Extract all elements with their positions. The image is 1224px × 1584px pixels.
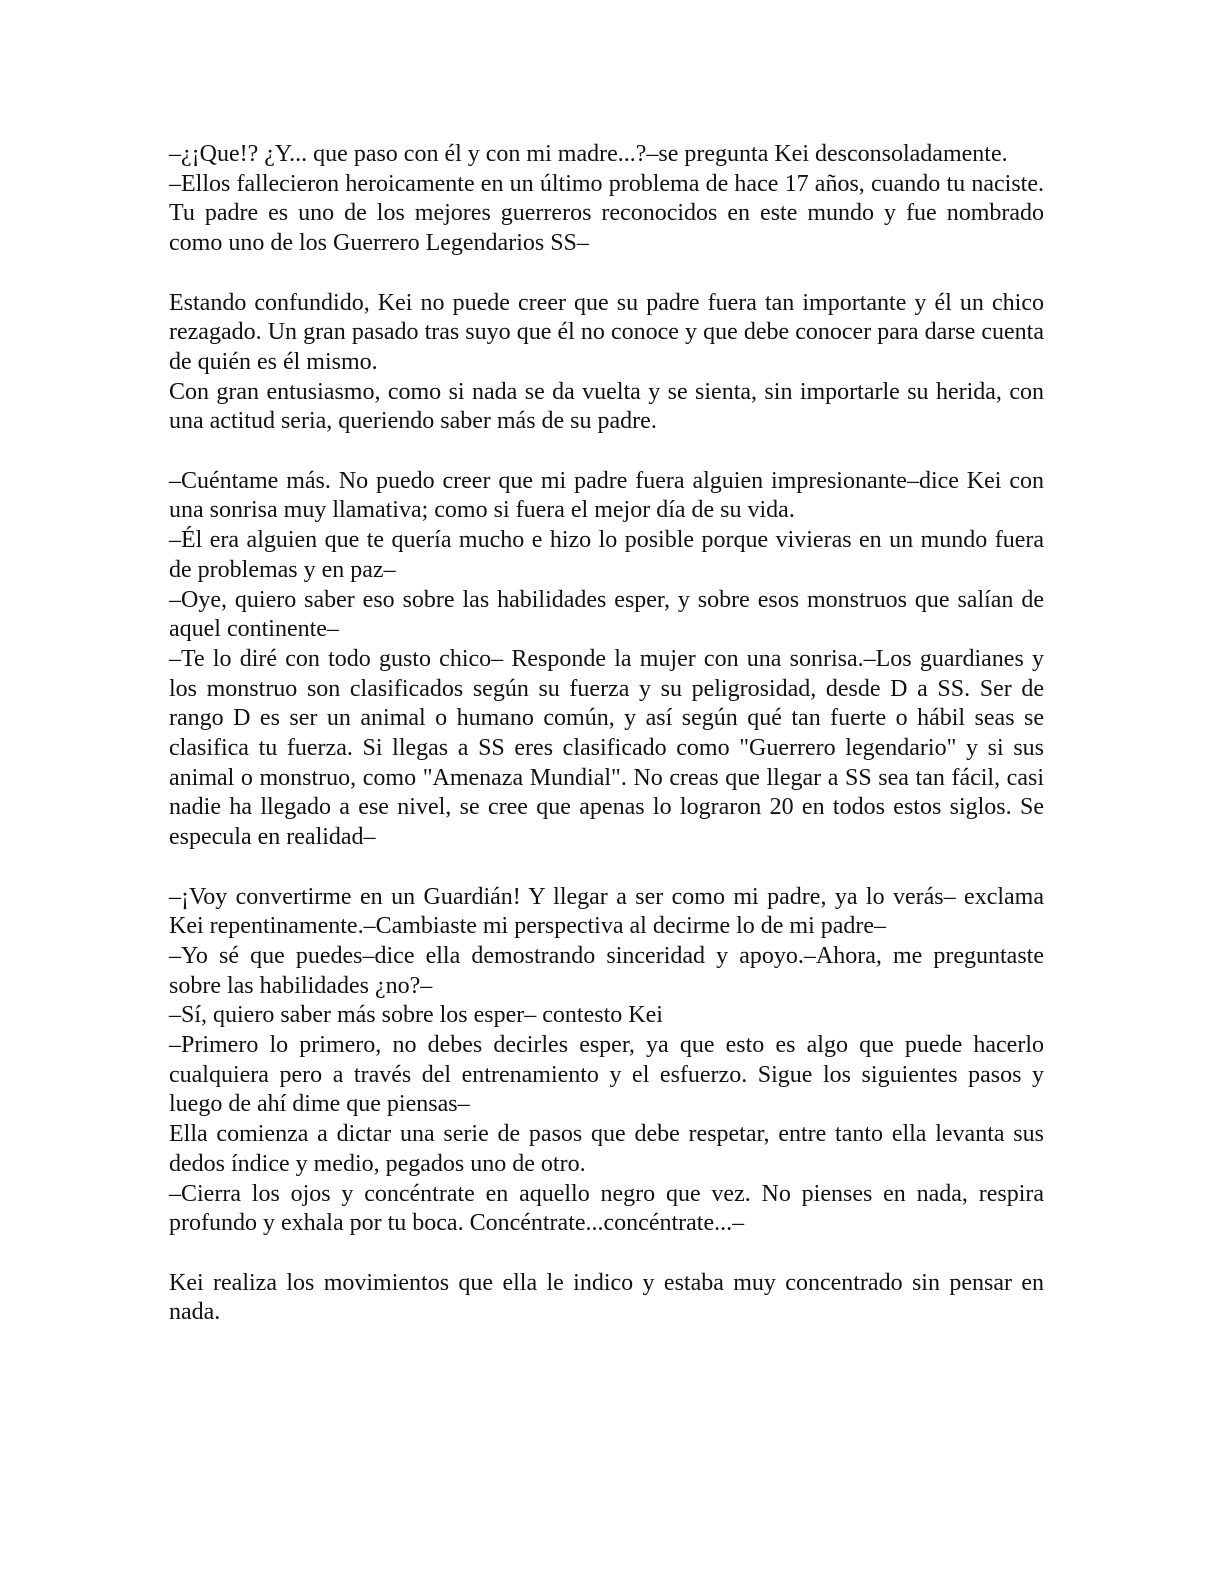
- paragraph: Con gran entusiasmo, como si nada se da vuelta y se sienta, sin importarle su herida, con una actitud seria, queriendo saber más de su padre.: [169, 378, 1044, 435]
- paragraph: –Sí, quiero saber más sobre los esper– contesto Kei: [169, 1002, 663, 1029]
- document-page: [169, 140, 1044, 1328]
- paragraph: Kei realiza los movimientos que ella le indico y estaba muy concentrado sin pensar en nada.: [169, 1269, 1044, 1326]
- paragraph: –Primero lo primero, no debes decirles esper, ya que esto es algo que puede hacerlo cualquiera pero a través del entrenamiento y el esfuerzo. Sigue los siguientes pasos y luego de ahí dime que piensas–: [169, 1032, 1044, 1118]
- paragraph: –¡Voy convertirme en un Guardián! Y llegar a ser como mi padre, ya lo verás– exclama Kei repentinamente.–Cambiaste mi perspectiva al decirme lo de mi padre–: [169, 883, 1044, 940]
- paragraph: –Él era alguien que te quería mucho e hizo lo posible porque vivieras en un mundo fuera de problemas y en paz–: [169, 527, 1044, 583]
- paragraph: –Te lo diré con todo gusto chico– Responde la mujer con una sonrisa.–Los guardianes y los monstruo son clasificados según su fuerza y su peligrosidad, desde D a SS. Ser de rango D es ser un animal o humano común, y así según qué tan fuerte o hábil seas se clasifica tu fuerza. Si llegas a SS eres clasificado como "Guerrero legendario" y si sus animal o monstruo, como "Amenaza Mundial". No creas que llegar a SS sea tan fácil, casi nadie ha llegado a ese nivel, se cree que apenas lo lograron 20 en todos estos siglos. Se especula en realidad–: [169, 645, 1044, 851]
- paragraph: –¿¡Que!? ¿Y... que paso con él y con mi madre...?–se pregunta Kei desconsoladamente.: [169, 141, 1008, 167]
- paragraph: –Cierra los ojos y concéntrate en aquello negro que vez. No pienses en nada, respira profundo y exhala por tu boca. Concéntrate...concéntrate...–: [169, 1180, 1044, 1237]
- paragraph-gap: [169, 853, 1044, 883]
- paragraph: Ella comienza a dictar una serie de pasos que debe respetar, entre tanto ella levanta sus dedos índice y medio, pegados uno de otro.: [169, 1121, 1044, 1177]
- paragraph: –Cuéntame más. No puedo creer que mi padre fuera alguien impresionante–dice Kei con una sonrisa muy llamativa; como si fuera el mejor día de su vida.: [169, 467, 1044, 524]
- paragraph-gap: [169, 437, 1044, 467]
- paragraph-gap: [169, 1239, 1044, 1269]
- paragraph: –Yo sé que puedes–dice ella demostrando sinceridad y apoyo.–Ahora, me preguntaste sobre las habilidades ¿no?–: [169, 942, 1044, 999]
- paragraph: Estando confundido, Kei no puede creer que su padre fuera tan importante y él un chico rezagado. Un gran pasado tras suyo que él no conoce y que debe conocer para darse cuenta de quién es él mismo.: [169, 289, 1044, 375]
- paragraph: –Ellos fallecieron heroicamente en un último problema de hace 17 años, cuando tu naciste. Tu padre es uno de los mejores guerreros reconocidos en este mundo y fue nombrado como uno de los Guerrero Legendarios SS–: [169, 170, 1044, 257]
- paragraph: –Oye, quiero saber eso sobre las habilidades esper, y sobre esos monstruos que salían de aquel continente–: [169, 586, 1044, 643]
- paragraph-gap: [169, 259, 1044, 289]
